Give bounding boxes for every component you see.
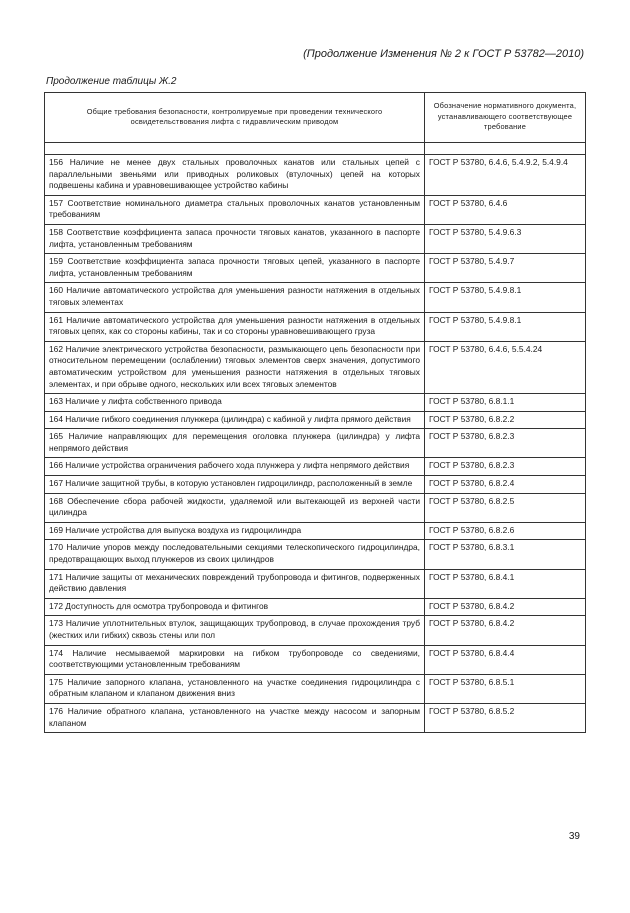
requirement-text: 174 Наличие несмываемой маркировки на гибком трубопроводе со сведениями, соответствующими установленным требованиям: [45, 645, 425, 674]
requirement-text: 160 Наличие автоматического устройства для уменьшения разности натяжения в отдельных тяговых элементах: [45, 283, 425, 312]
reference-text: ГОСТ Р 53780, 5.4.9.7: [425, 254, 586, 283]
reference-text: ГОСТ Р 53780, 6.4.6, 5.5.4.24: [425, 341, 586, 393]
table-body: [45, 155, 586, 733]
page-number: 39: [568, 831, 580, 842]
reference-text: ГОСТ Р 53780, 6.8.3.1: [425, 540, 586, 569]
table-row: [45, 283, 586, 312]
table-row: [45, 476, 586, 494]
reference-text: ГОСТ Р 53780, 6.8.2.2: [425, 411, 586, 429]
reference-text: ГОСТ Р 53780, 6.8.1.1: [425, 394, 586, 412]
requirement-text: 166 Наличие устройства ограничения рабочего хода плунжера у лифта непрямого действия: [45, 458, 425, 476]
requirement-text: 164 Наличие гибкого соединения плунжера (цилиндра) с кабиной у лифта прямого действия: [45, 411, 425, 429]
reference-text: ГОСТ Р 53780, 6.8.2.4: [425, 476, 586, 494]
requirement-text: 162 Наличие электрического устройства безопасности, размыкающего цепь безопасности при относительном перемещении (ослаблении) тяговых элементов сверх значения, допустимого автоматическим устройством для уменьшения разности натяжения в отдельных тяговых элементах, и при обрыве одного, нескольких или всех тяговых элементов: [45, 341, 425, 393]
reference-text: ГОСТ Р 53780, 6.8.2.6: [425, 522, 586, 540]
table-row: [45, 254, 586, 283]
table-row: [45, 493, 586, 522]
column-header-requirements: Общие требования безопасности, контролируемые при проведении технического освидетельствования лифта с гидравлическим приводом: [45, 93, 425, 143]
reference-text: ГОСТ Р 53780, 6.4.6, 5.4.9.2, 5.4.9.4: [425, 155, 586, 196]
reference-text: ГОСТ Р 53780, 6.8.2.3: [425, 458, 586, 476]
reference-text: ГОСТ Р 53780, 5.4.9.8.1: [425, 283, 586, 312]
requirement-text: 171 Наличие защиты от механических повреждений трубопровода и фитингов, подверженных действию давления: [45, 569, 425, 598]
reference-text: ГОСТ Р 53780, 6.8.4.2: [425, 598, 586, 616]
requirement-text: 170 Наличие упоров между последовательными секциями телескопического гидроцилиндра, предотвращающих выход плунжеров из своих цилиндров: [45, 540, 425, 569]
requirement-text: 167 Наличие защитной трубы, в которую установлен гидроцилиндр, расположенный в земле: [45, 476, 425, 494]
requirement-text: 158 Соответствие коэффициента запаса прочности тяговых канатов, указанного в паспорте лифта, установленным требованиям: [45, 224, 425, 253]
table-row: [45, 341, 586, 393]
table-spacer-row: [45, 143, 586, 155]
reference-text: ГОСТ Р 53780, 5.4.9.6.3: [425, 224, 586, 253]
reference-text: ГОСТ Р 53780, 6.8.5.1: [425, 674, 586, 703]
table-row: [45, 540, 586, 569]
table-row: [45, 394, 586, 412]
requirement-text: 169 Наличие устройства для выпуска воздуха из гидроцилиндра: [45, 522, 425, 540]
table-row: [45, 458, 586, 476]
reference-text: ГОСТ Р 53780, 6.8.4.4: [425, 645, 586, 674]
table-row: [45, 703, 586, 732]
requirements-table: [44, 92, 586, 733]
requirement-text: 157 Соответствие номинального диаметра стальных проволочных канатов установленным требованиям: [45, 195, 425, 224]
requirement-text: 161 Наличие автоматического устройства для уменьшения разности натяжения в отдельных тяговых цепях, как со стороны кабины, так и со стороны уравновешивающего груза: [45, 312, 425, 341]
requirement-text: 175 Наличие запорного клапана, установленного на участке соединения гидроцилиндра с обратным клапаном и клапаном движения вниз: [45, 674, 425, 703]
table-row: [45, 155, 586, 196]
table-header-row: [45, 93, 586, 143]
reference-text: ГОСТ Р 53780, 6.4.6: [425, 195, 586, 224]
requirement-text: 173 Наличие уплотнительных втулок, защищающих трубопровод, в случае прохождения труб (жестких или гибких) сквозь стены или пол: [45, 616, 425, 645]
table-row: [45, 674, 586, 703]
table-row: [45, 645, 586, 674]
requirement-text: 172 Доступность для осмотра трубопровода и фитингов: [45, 598, 425, 616]
table-row: [45, 224, 586, 253]
table-row: [45, 522, 586, 540]
reference-text: ГОСТ Р 53780, 6.8.2.5: [425, 493, 586, 522]
reference-text: ГОСТ Р 53780, 6.8.2.3: [425, 429, 586, 458]
requirement-text: 168 Обеспечение сбора рабочей жидкости, удаляемой или вытекающей из верхней части цилиндра: [45, 493, 425, 522]
table-caption: Продолжение таблицы Ж.2: [46, 76, 177, 87]
column-header-reference: Обозначение нормативного документа, устанавливающего соответствующее требование: [425, 93, 586, 143]
requirement-text: 176 Наличие обратного клапана, установленного на участке между насосом и запорным клапаном: [45, 703, 425, 732]
table-row: [45, 598, 586, 616]
table-row: [45, 429, 586, 458]
requirement-text: 156 Наличие не менее двух стальных проволочных канатов или стальных цепей с параллельными звеньями или приводных роликовых (втулочных) цепей на которых подвешены кабина и уравновешивающее устройство кабины: [45, 155, 425, 196]
table-row: [45, 411, 586, 429]
reference-text: ГОСТ Р 53780, 6.8.4.2: [425, 616, 586, 645]
requirement-text: 163 Наличие у лифта собственного привода: [45, 394, 425, 412]
reference-text: ГОСТ Р 53780, 5.4.9.8.1: [425, 312, 586, 341]
requirement-text: 159 Соответствие коэффициента запаса прочности тяговых цепей, указанного в паспорте лифта, установленным требованиям: [45, 254, 425, 283]
requirement-text: 165 Наличие направляющих для перемещения оголовка плунжера (цилиндра) у лифта непрямого действия: [45, 429, 425, 458]
amendment-note: (Продолжение Изменения № 2 к ГОСТ Р 53782—2010): [303, 48, 584, 60]
reference-text: ГОСТ Р 53780, 6.8.4.1: [425, 569, 586, 598]
table-row: [45, 312, 586, 341]
table-row: [45, 569, 586, 598]
reference-text: ГОСТ Р 53780, 6.8.5.2: [425, 703, 586, 732]
table-row: [45, 616, 586, 645]
table-row: [45, 195, 586, 224]
